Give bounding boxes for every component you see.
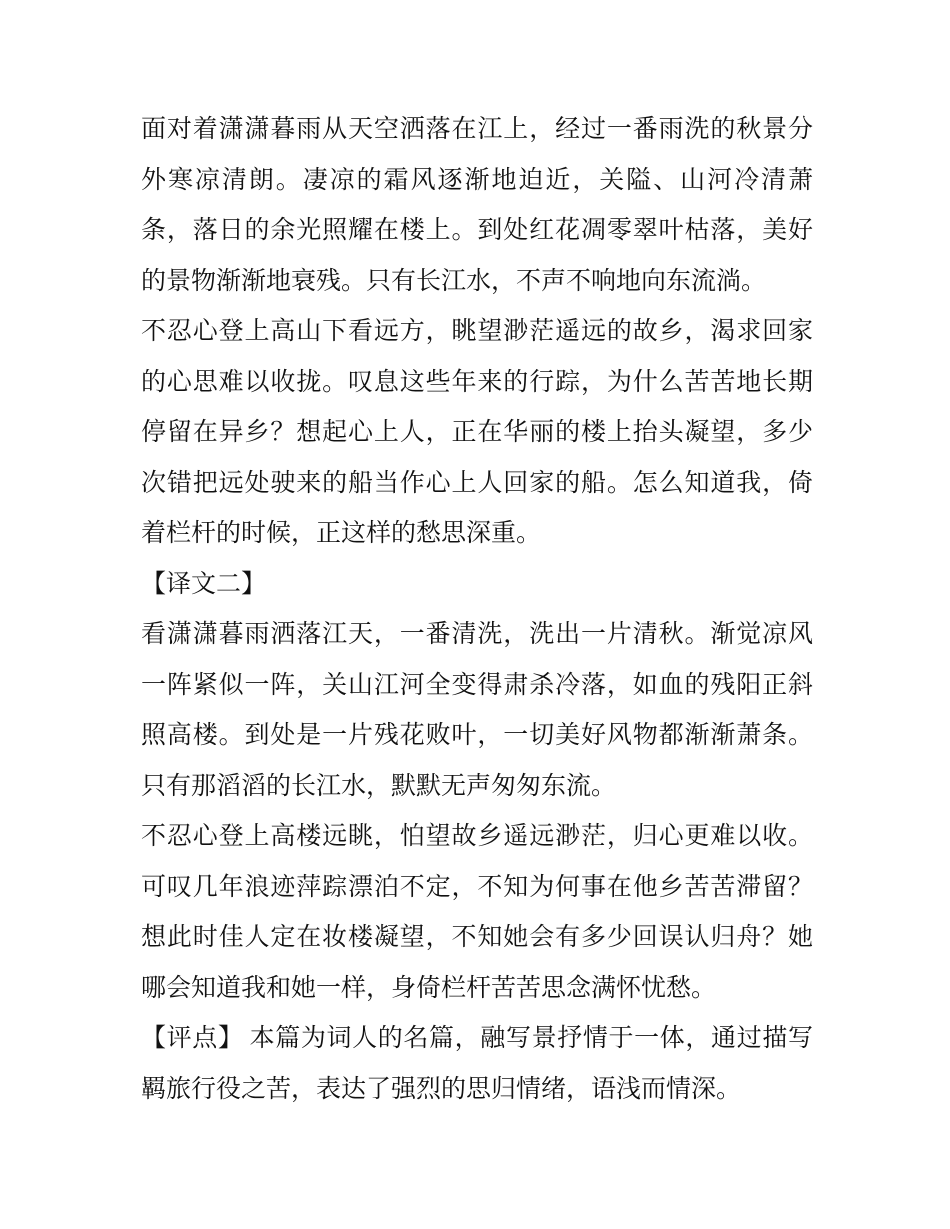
review-paragraph	[141, 1013, 813, 1114]
review-label: 【评点】	[141, 1023, 244, 1052]
translation-one-paragraph-1: 面对着潇潇暮雨从天空洒落在江上，经过一番雨洗的秋景分外寒凉清朗。凄凉的霜风逐渐地迫近，关隘、山河冷清萧条，落日的余光照耀在楼上。到处红花凋零翠叶枯落，美好的景物渐渐地衰残。只有长江水，不声不响地向东流淌。	[141, 114, 813, 295]
review-text: 本篇为词人的名篇，融写景抒情于一体，通过描写羁旅行役之苦，表达了强烈的思归情绪，语浅而情深。	[141, 1023, 813, 1103]
translation-two-paragraph-1: 看潇潇暮雨洒落江天，一番清洗，洗出一片清秋。渐觉凉风一阵紧似一阵，关山江河全变得肃杀冷落，如血的残阳正斜照高楼。到处是一片残花败叶，一切美好风物都渐渐萧条。只有那滔滔的长江水，默默无声匆匆东流。	[141, 619, 813, 800]
document-body	[141, 104, 813, 1114]
translation-one-paragraph-2: 不忍心登上高山下看远方，眺望渺茫遥远的故乡，渴求回家的心思难以收拢。叹息这些年来的行踪，为什么苦苦地长期停留在异乡？想起心上人，正在华丽的楼上抬头凝望，多少次错把远处驶来的船当作心上人回家的船。怎么知道我，倚着栏杆的时候，正这样的愁思深重。	[141, 316, 813, 547]
translation-two-heading: 【译文二】	[141, 568, 267, 598]
translation-two-paragraph-2: 不忍心登上高楼远眺，怕望故乡遥远渺茫，归心更难以收。可叹几年浪迹萍踪漂泊不定，不知为何事在他乡苦苦滞留？想此时佳人定在妆楼凝望，不知她会有多少回误认归舟？她哪会知道我和她一样，身倚栏杆苦苦思念满怀忧愁。	[141, 821, 813, 1002]
